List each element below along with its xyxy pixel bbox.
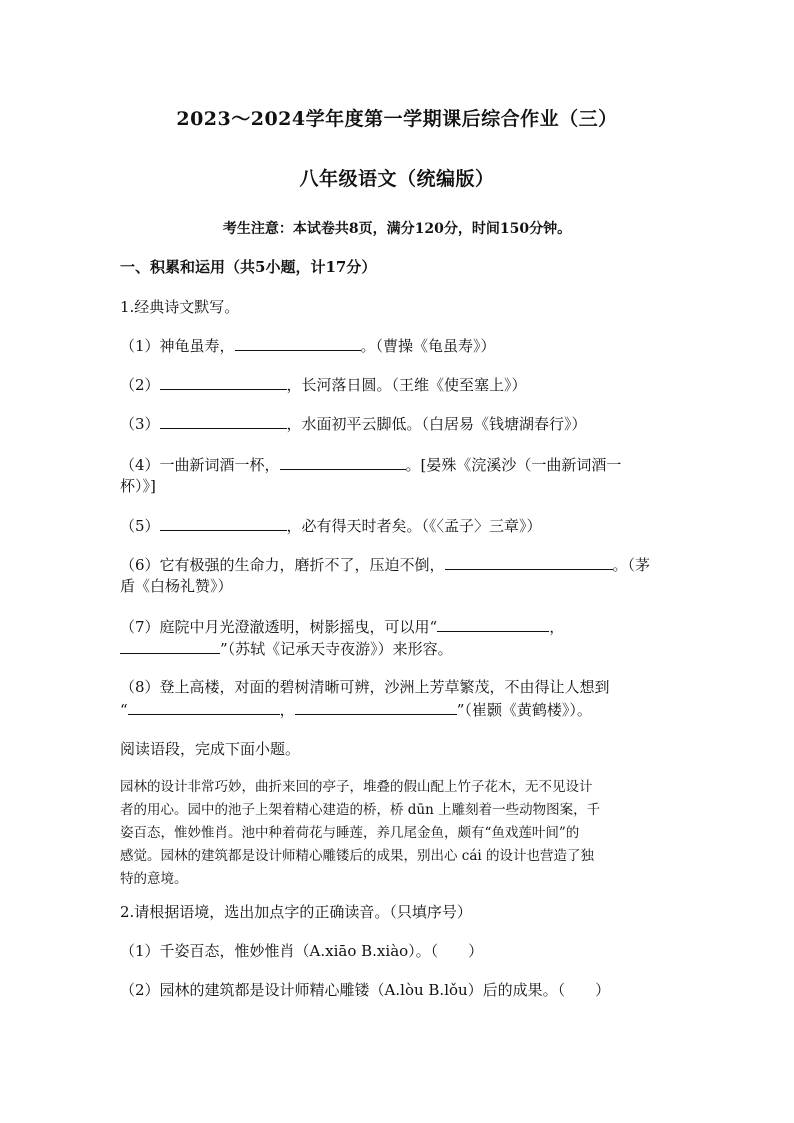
- passage-line-4: 感觉。园林的建筑都是设计师精心雕镂后的成果，别出心 cái 的设计也营造了独: [120, 848, 595, 864]
- q1-item-8: （8）登上高楼，对面的碧树清晰可辨，沙洲上芳草繁茂，不由得让人想到: [120, 678, 610, 696]
- q1-item-6-suffix: 。（茅: [612, 556, 651, 574]
- question-1-stem: 1.经典诗文默写。: [120, 298, 240, 316]
- q1-item-3: [120, 412, 680, 436]
- reading-intro: 阅读语段，完成下面小题。: [120, 740, 301, 758]
- q1-item-7-prefix: （7）庭院中月光澄澈透明，树影摇曳，可以用“: [120, 618, 438, 636]
- passage-line-5: 特的意境。: [120, 871, 188, 887]
- answer-blank[interactable]: [280, 453, 406, 470]
- answer-blank[interactable]: [128, 698, 280, 715]
- answer-blank[interactable]: [235, 334, 361, 351]
- q1-item-5: [120, 514, 680, 538]
- q1-item-6-prefix: （6）它有极强的生命力，磨折不了，压迫不倒，: [120, 556, 445, 574]
- passage-line-1: 园林的设计非常巧妙，曲折来回的亭子，堆叠的假山配上竹子花木，无不见设计: [120, 779, 593, 795]
- answer-blank[interactable]: [295, 698, 457, 715]
- answer-blank[interactable]: [160, 373, 287, 390]
- answer-blank[interactable]: [437, 615, 549, 632]
- q1-item-5-prefix: （5）: [120, 517, 160, 535]
- q1-item-8-suffix: ”（崔颢《黄鹤楼》）。: [456, 701, 592, 719]
- q1-item-7-comma: ，: [549, 618, 565, 636]
- q1-item-2: [120, 373, 680, 397]
- q1-item-3-suffix: ，水面初平云脚低。（白居易《钱塘湖春行》）: [286, 415, 587, 433]
- passage-line-2: 者的用心。园中的池子上架着精心建造的桥，桥 dūn 上雕刻着一些动物图案，千: [120, 802, 601, 818]
- exam-title: 2023～2024学年度第一学期课后综合作业（三）: [176, 108, 618, 130]
- q1-item-1: [120, 334, 680, 358]
- q1-item-7-suffix: ”（苏轼《记承天寺夜游》）来形容。: [220, 640, 453, 658]
- q1-item-7-continuation: [120, 637, 680, 661]
- q1-item-8-comma: ，: [279, 701, 295, 719]
- q1-item-4-prefix: （4）一曲新词酒一杯，: [120, 456, 280, 474]
- exam-notice: 考生注意：本试卷共8页，满分120分，时间150分钟。: [222, 221, 572, 237]
- answer-blank[interactable]: [445, 553, 613, 570]
- q1-item-7: [120, 615, 680, 639]
- q1-item-1-suffix: 。（曹操《龟虽寿》）: [360, 337, 496, 355]
- question-2-stem: 2.请根据语境，选出加点字的正确读音。（只填序号）: [120, 903, 472, 921]
- q1-item-6-continuation: 盾《白杨礼赞》）: [120, 577, 233, 595]
- q1-item-8-open-quote: “: [120, 701, 128, 719]
- q1-item-1-prefix: （1）神龟虽寿，: [120, 337, 235, 355]
- q1-item-6: [120, 553, 680, 577]
- q2-item-2: （2）园林的建筑都是设计师精心雕镂（A.lòu B.lǒu）后的成果。（ ）: [120, 981, 611, 999]
- answer-blank[interactable]: [120, 637, 220, 654]
- answer-blank[interactable]: [160, 412, 287, 429]
- section-heading: 一、积累和运用（共5小题，计17分）: [120, 258, 377, 276]
- q1-item-4-continuation: 杯）》]: [120, 477, 156, 495]
- passage-line-3: 姿百态，惟妙惟肖。池中种着荷花与睡莲，养几尾金鱼，颇有“鱼戏莲叶间”的: [120, 825, 580, 841]
- q1-item-2-suffix: ，长河落日圆。（王维《使至塞上》）: [286, 376, 527, 394]
- q1-item-5-suffix: ，必有得天时者矣。（《〈孟子〉三章》）: [286, 517, 542, 535]
- answer-blank[interactable]: [160, 514, 287, 531]
- q1-item-2-prefix: （2）: [120, 376, 160, 394]
- q1-item-4: [120, 453, 680, 477]
- q1-item-3-prefix: （3）: [120, 415, 160, 433]
- q1-item-4-suffix: 。[晏殊《浣溪沙（一曲新词酒一: [405, 456, 622, 474]
- exam-subtitle: 八年级语文（统编版）: [299, 168, 495, 190]
- q1-item-8-continuation: [120, 698, 680, 722]
- q2-item-1: （1）千姿百态，惟妙惟肖（A.xiāo B.xiào）。（ ）: [120, 942, 484, 960]
